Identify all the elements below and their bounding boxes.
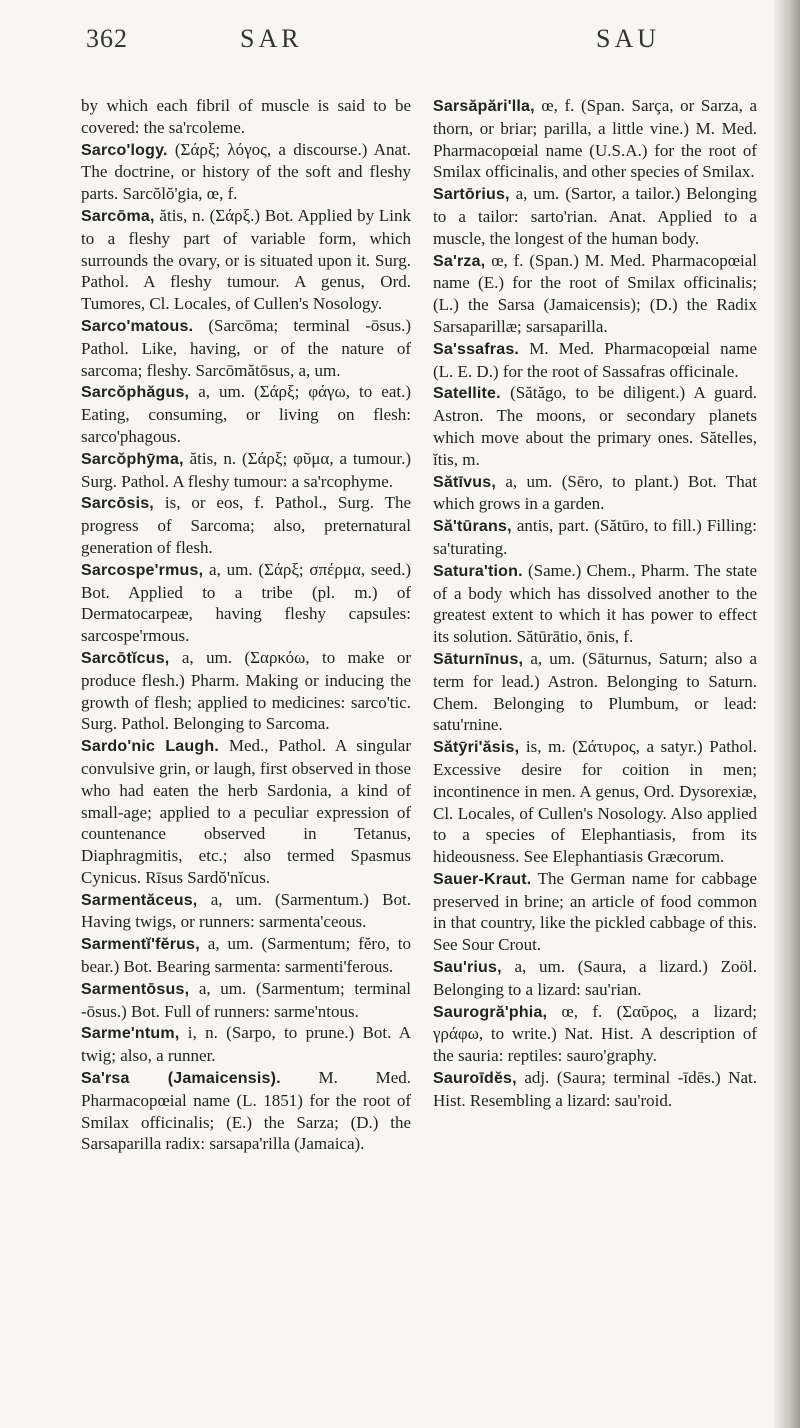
entry-definition: a, um. (Σαρκόω, to make or produce flesh.) Pharm. Making or inducing the growth of flesh; applied to medicines: sarco'tic. Surg. Pathol. Belonging to Sarcoma. xyxy=(81,647,411,734)
entry-headword: Sarco'logy. xyxy=(81,141,168,159)
entry-definition: (Sătăgo, to be diligent.) A guard. Astron. The moons, or secondary planets which move about the primary ones. Sătelles, ĭtis, m. xyxy=(433,383,757,469)
entry-headword: Sau'rius, xyxy=(433,959,502,977)
entry-headword: Saurogră'phia, xyxy=(433,1003,548,1021)
entry-headword: Sarmentĭ'fĕrus, xyxy=(81,936,200,954)
entry-headword: Sauer-Kraut. xyxy=(433,870,532,888)
entry-headword: Sa'ssafras. xyxy=(433,340,520,358)
entry-headword: Sarco'matous. xyxy=(81,317,194,335)
dictionary-entry xyxy=(433,1001,757,1067)
entry-definition: a, um. (Sēro, to plant.) Bot. That which grows in a garden. xyxy=(433,471,757,514)
entry-definition: a, um. (Sāturnus, Saturn; also a term for lead.) Astron. Belonging to Saturn. Chem. Belonging to Plumbum, or lead: satu'rnine. xyxy=(433,648,757,735)
dictionary-entry xyxy=(433,183,757,249)
dictionary-entry xyxy=(81,381,411,447)
entry-headword: Sătīvus, xyxy=(433,473,496,491)
right-column xyxy=(433,95,757,1112)
entry-headword: Sarme'ntum, xyxy=(81,1025,180,1043)
entry-definition: antis, part. (Sătūro, to fill.) Filling: sa'turating. xyxy=(433,516,757,558)
entry-headword: Satura'tion. xyxy=(433,562,523,580)
dictionary-entry xyxy=(433,560,757,648)
dictionary-entry xyxy=(81,139,411,205)
dictionary-entry xyxy=(433,338,757,383)
entry-headword: Sarsăpări'lla, xyxy=(433,98,535,115)
entry-headword: Sa'rza, xyxy=(433,252,486,270)
entry-definition: by which each fibril of muscle is said to be covered: the sa'rcoleme. xyxy=(81,96,411,137)
dictionary-entry xyxy=(81,647,411,735)
dictionary-entry xyxy=(81,559,411,647)
dictionary-entry xyxy=(433,736,757,868)
entry-definition: (Sarcōma; terminal -ōsus.) Pathol. Like, having, or of the nature of sarcoma; fleshy. Sarcōmătōsus, a, um. xyxy=(81,315,411,380)
entry-headword: Sartōrius, xyxy=(433,186,510,204)
dictionary-entry xyxy=(433,515,757,560)
entry-headword: Satellite. xyxy=(433,385,501,403)
dictionary-entry xyxy=(81,1067,411,1155)
dictionary-entry xyxy=(433,956,757,1001)
entry-definition: (Same.) Chem., Pharm. The state of a body which has dissolved another to the greatest extent to which it has power to effect its solution. Sătūrātio, ōnis, f. xyxy=(433,560,757,647)
entry-definition: a, um. (Sartor, a tailor.) Belonging to a tailor: sarto'rian. Anat. Applied to a muscle, the longest of the human body. xyxy=(433,184,757,248)
dictionary-entry xyxy=(81,205,411,315)
dictionary-entry xyxy=(81,492,411,558)
entry-headword: Sarcōtĭcus, xyxy=(81,649,170,667)
entry-definition: a, um. (Saura, a lizard.) Zoöl. Belonging to a lizard: sau'rian. xyxy=(433,957,757,999)
left-column xyxy=(81,95,411,1155)
dictionary-entry xyxy=(433,868,757,956)
entry-definition: ătis, n. (Σάρξ; φῦμα, a tumour.) Surg. Pathol. A fleshy tumour: a sa'rcophyme. xyxy=(81,448,411,491)
dictionary-entry xyxy=(81,448,411,493)
entry-headword: Sāturnīnus, xyxy=(433,650,524,668)
entry-definition: M. Med. Pharmacopœial name (L. E. D.) for the root of Sassafras officinale. xyxy=(433,338,757,381)
entry-definition: ătis, n. (Σάρξ.) Bot. Applied by Link to a fleshy part of variable form, which surrounds the ovary, or is situated upon it. Surg. Pathol. A fleshy tumour. A genus, Ord. Tumores, Cl. Locales, of Cullen's Nosology. xyxy=(81,205,411,314)
right-running-head: SAU xyxy=(596,24,661,53)
entry-definition: œ, f. (Span. Sarça, or Sarza, a thorn, or briar; parilla, a little vine.) M. Med. Pharmacopœial name (U.S.A.) for the root of Smilax officinalis, and other species of Smilax. xyxy=(433,96,757,182)
page-edge-shadow xyxy=(774,0,800,1428)
entry-definition: œ, f. (Span.) M. Med. Pharmacopœial name (E.) for the root of Smilax officinalis; (L.) the Sarsa (Jamaicensis); (D.) the Radix Sarsaparillæ; sarsaparilla. xyxy=(433,250,757,336)
entry-definition: The German name for cabbage preserved in brine; an article of food common in that country, like the pickled cabbage of this. See Sour Crout. xyxy=(433,868,757,955)
dictionary-entry xyxy=(433,382,757,470)
entry-headword: Sa'rsa (Jamaicensis). xyxy=(81,1070,281,1088)
left-running-head: SAR xyxy=(240,24,303,53)
dictionary-entry xyxy=(433,1067,757,1112)
dictionary-entry xyxy=(433,648,757,736)
entry-headword: Sarcŏphȳma, xyxy=(81,450,184,468)
entry-headword: Să'tūrans, xyxy=(433,518,512,536)
dictionary-entry xyxy=(81,889,411,934)
entry-definition: a, um. (Sarmentum; fĕro, to bear.) Bot. Bearing sarmenta: sarmenti'ferous. xyxy=(81,934,411,977)
dictionary-entry xyxy=(81,95,411,139)
entry-definition: is, m. (Σάτυρος, a satyr.) Pathol. Excessive desire for coition in men; incontinence in men. A genus, Ord. Dysorexiæ, Cl. Locales, of Cullen's Nosology. Also applied to a species of Elephantiasis, from its hideousness. See Elephantiasis Græcorum. xyxy=(433,737,757,867)
dictionary-entry xyxy=(81,933,411,978)
entry-definition: a, um. (Sarmentum; terminal -ōsus.) Bot. Full of runners: sarme'ntous. xyxy=(81,978,411,1021)
entry-definition: is, or eos, f. Pathol., Surg. The progress of Sarcoma; also, preternatural generation of flesh. xyxy=(81,493,411,557)
entry-headword: Sauroīdĕs, xyxy=(433,1070,517,1088)
entry-definition: adj. (Saura; terminal -īdēs.) Nat. Hist. Resembling a lizard: sau'roid. xyxy=(433,1068,757,1110)
dictionary-entry xyxy=(433,250,757,338)
dictionary-entry xyxy=(81,735,411,889)
dictionary-entry xyxy=(81,1022,411,1067)
entry-headword: Sarcōma, xyxy=(81,207,155,225)
dictionary-entry xyxy=(433,95,757,183)
page-number: 362 xyxy=(86,24,128,53)
entry-headword: Sardo'nic Laugh. xyxy=(81,738,219,756)
entry-headword: Sătȳri'ăsis, xyxy=(433,739,520,757)
entry-headword: Sarcōsis, xyxy=(81,495,154,513)
entry-headword: Sarmentăceus, xyxy=(81,891,198,909)
entry-headword: Sarmentōsus, xyxy=(81,980,190,998)
entry-definition: a, um. (Sarmentum.) Bot. Having twigs, or runners: sarmenta'ceous. xyxy=(81,889,411,932)
entry-definition: Med., Pathol. A singular convulsive grin, or laugh, first observed in those who had eaten the herb Sardonia, a kind of small-age; applied to a peculiar expression of countenance observed in Tetanus, Diaphragmitis, etc.; also termed Spasmus Cynicus. Rīsus Sardŏ'nĭcus. xyxy=(81,736,411,887)
dictionary-entry xyxy=(81,315,411,381)
entry-definition: M. Med. Pharmacopœial name (L. 1851) for the root of Smilax officinalis; (E.) the Sarza; (D.) the Sarsaparilla radix: sarsapa'rilla (Jamaica). xyxy=(81,1068,412,1154)
entry-headword: Sarcŏphăgus, xyxy=(81,384,190,402)
entry-definition: (Σάρξ; λόγος, a discourse.) Anat. The doctrine, or history of the soft and fleshy parts. Sarcŏlŏ'gia, œ, f. xyxy=(81,139,411,204)
entry-definition: a, um. (Σάρξ; σπέρμα, seed.) Bot. Applied to a tribe (pl. m.) of Dermatocarpeæ, having fleshy capsules: sarcospe'rmous. xyxy=(81,559,411,646)
entry-definition: i, n. (Sarpo, to prune.) Bot. A twig; also, a runner. xyxy=(81,1023,411,1066)
dictionary-entry xyxy=(81,978,411,1023)
entry-definition: œ, f. (Σαῦρος, a lizard; γράφω, to write.) Nat. Hist. A description of the sauria: reptiles: sauro'graphy. xyxy=(433,1001,757,1066)
entry-definition: a, um. (Σάρξ; φάγω, to eat.) Eating, consuming, or living on flesh: sarco'phagous. xyxy=(81,382,411,446)
dictionary-entry xyxy=(433,471,757,516)
entry-headword: Sarcospe'rmus, xyxy=(81,561,204,579)
